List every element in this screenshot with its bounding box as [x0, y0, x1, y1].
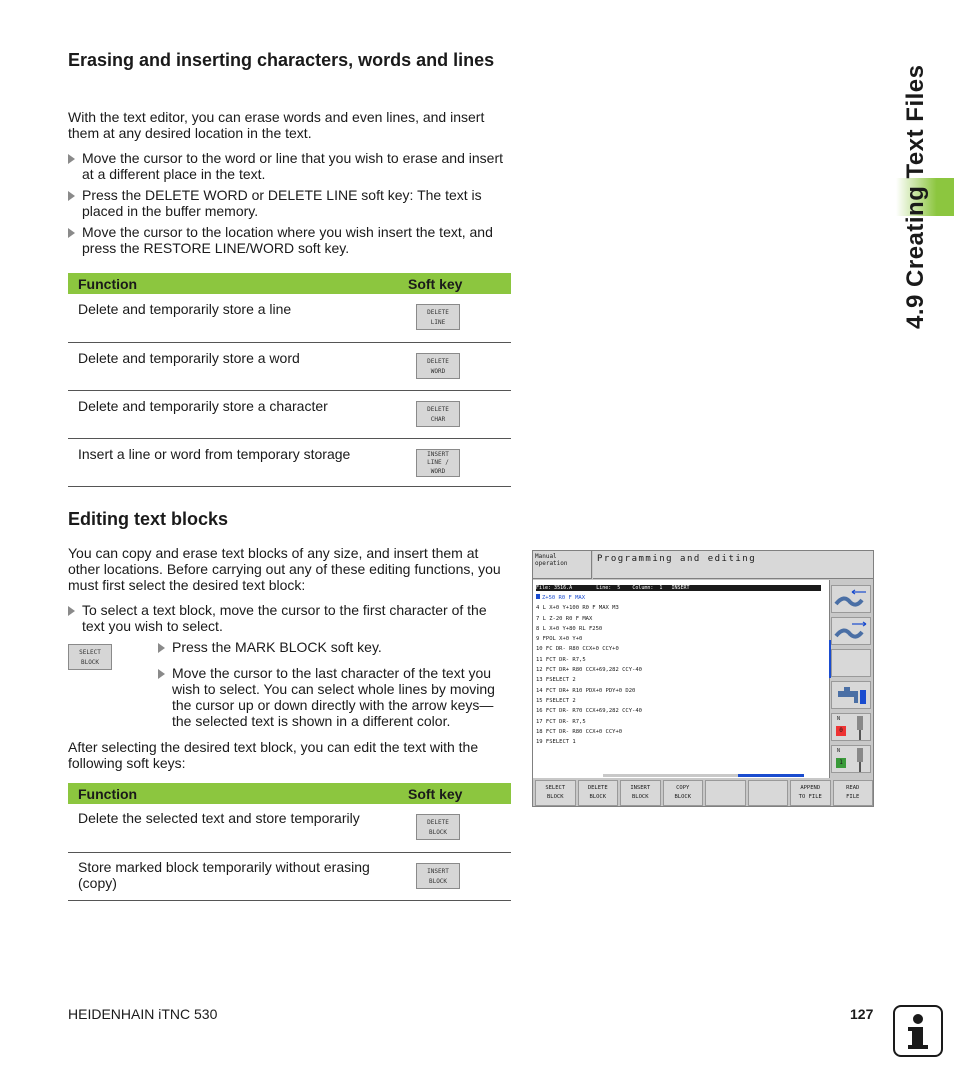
arrow-bullet-icon [158, 669, 165, 679]
program-line[interactable]: 19 FSELECT 1 [536, 739, 576, 746]
scroll-thumb[interactable] [738, 774, 804, 777]
col-softkey: Soft key [398, 783, 511, 804]
table-header-row [68, 783, 511, 804]
spindle-icon [852, 748, 868, 772]
empty-screen-softkey[interactable] [748, 780, 789, 806]
function-text: Insert a line or word from temporary storage [68, 438, 398, 486]
function-table-1 [68, 273, 511, 487]
substep-move-cursor: Move the cursor to the last character of the text you wish to select. You can select whole lines by moving the cursor up or down directly with the arrow keys—the selected text is shown in a different color. [158, 665, 510, 729]
vertical-softkeys [831, 583, 873, 775]
program-lines [533, 591, 829, 747]
info-i-glyph [895, 1007, 941, 1055]
insert-block-softkey[interactable]: INSERT BLOCK [416, 863, 460, 889]
stop-indicator: 0 [836, 726, 846, 736]
arrow-curve-right-icon [832, 618, 870, 644]
arrow-bullet-icon [68, 606, 75, 616]
delete-word-softkey[interactable]: DELETE WORD [416, 353, 460, 379]
function-text: Store marked block temporarily without erasing (copy) [68, 852, 398, 900]
program-line[interactable]: 8 L X+0 Y+80 RL F250 [536, 625, 603, 632]
program-line[interactable]: 13 FSELECT 2 [536, 677, 576, 684]
section2-after: After selecting the desired text block, you can edit the text with the following soft keys: [68, 739, 479, 771]
table-row [68, 804, 511, 852]
step-select-start: To select a text block, move the cursor to the first character of the text you wish to select. [68, 602, 510, 634]
status-bar: File: 3516.A Line: 5 Column: 1 INSERT [536, 585, 821, 591]
program-line[interactable]: Z+50 R0 F MAX [536, 593, 829, 603]
select-block-screen-softkey[interactable]: SELECT BLOCK [535, 780, 576, 806]
copy-block-screen-softkey[interactable]: COPY BLOCK [663, 780, 704, 806]
step-1: Move the cursor to the word or line that you wish to erase and insert at a different place in the text. [68, 150, 510, 182]
append-to-file-screen-softkey[interactable]: APPEND TO FILE [790, 780, 831, 806]
screen-title: Programming and editing [593, 551, 873, 579]
page-number: 127 [850, 1006, 874, 1022]
function-text: Delete and temporarily store a line [68, 294, 398, 342]
footer-product: HEIDENHAIN iTNC 530 [68, 1006, 218, 1022]
bottom-softkeys [535, 780, 873, 806]
mode-label: Manual operation [533, 551, 592, 579]
spindle-override-softkey[interactable]: N 0 [831, 713, 871, 741]
delete-block-softkey[interactable]: DELETE BLOCK [416, 814, 460, 840]
step-2: Press the DELETE WORD or DELETE LINE soft key: The text is placed in the buffer memory. [68, 187, 510, 219]
tnc-screen [532, 550, 874, 807]
empty-softkey[interactable] [831, 649, 871, 677]
table-row [68, 390, 511, 438]
program-line[interactable]: 12 FCT DR+ R80 CCX+69,282 CCY-40 [536, 667, 642, 674]
arrow-bullet-icon [68, 154, 75, 164]
col-function: Function [68, 783, 398, 804]
start-indicator: 1 [836, 758, 846, 768]
arrow-bullet-icon [68, 228, 75, 238]
table-row [68, 342, 511, 390]
coolant-softkey[interactable] [831, 681, 871, 709]
table-header-row [68, 273, 511, 294]
program-line[interactable]: 14 FCT DR+ R10 PDX+0 PDY+0 D20 [536, 687, 636, 694]
program-line[interactable]: 10 FC DR- R80 CCX+0 CCY+0 [536, 646, 619, 653]
program-line[interactable]: 4 L X+0 Y+100 R0 F MAX M3 [536, 605, 619, 612]
info-icon [893, 1005, 943, 1057]
arrow-bullet-icon [68, 191, 75, 201]
table-row [68, 294, 511, 342]
delete-line-softkey[interactable]: DELETE LINE [416, 304, 460, 330]
move-left-softkey[interactable] [831, 585, 871, 613]
table-row [68, 438, 511, 486]
arrow-curve-left-icon [832, 586, 870, 612]
chapter-title: 4.9 Creating Text Files [902, 64, 929, 329]
section2-intro: You can copy and erase text blocks of any size, and insert them at other locations. Before carrying out any of these editing functions, you must first select the desired text block: [68, 545, 501, 593]
delete-block-screen-softkey[interactable]: DELETE BLOCK [578, 780, 619, 806]
insert-block-screen-softkey[interactable]: INSERT BLOCK [620, 780, 661, 806]
program-line[interactable]: 15 FSELECT 2 [536, 697, 576, 704]
delete-char-softkey[interactable]: DELETE CHAR [416, 401, 460, 427]
chapter-side-tab [896, 40, 936, 330]
col-softkey: Soft key [398, 273, 511, 294]
function-table-2 [68, 783, 511, 901]
read-file-screen-softkey[interactable]: READ FILE [833, 780, 874, 806]
function-text: Delete the selected text and store temporarily [68, 804, 398, 852]
substep-mark-block: Press the MARK BLOCK soft key. [158, 639, 510, 655]
table-row [68, 852, 511, 900]
section1-intro: With the text editor, you can erase words and even lines, and insert them at any desired location in the text. [68, 109, 485, 141]
col-function: Function [68, 273, 398, 294]
spindle-on-softkey[interactable]: N 1 [831, 745, 871, 773]
program-editor [533, 580, 830, 778]
function-text: Delete and temporarily store a word [68, 342, 398, 390]
empty-screen-softkey[interactable] [705, 780, 746, 806]
program-line[interactable]: 16 FCT DR- R70 CCX+69,282 CCY-40 [536, 708, 642, 715]
arrow-bullet-icon [158, 643, 165, 653]
step-3: Move the cursor to the location where you wish insert the text, and press the RESTORE LINE/WORD soft key. [68, 224, 510, 256]
program-line[interactable]: 9 FPOL X+0 Y+0 [536, 636, 583, 643]
program-line[interactable]: 17 FCT DR- R7,5 [536, 718, 586, 725]
section-heading-erasing: Erasing and inserting characters, words and lines [68, 50, 495, 70]
faucet-icon [832, 682, 870, 708]
insert-line-word-softkey[interactable]: INSERT LINE / WORD [416, 449, 460, 477]
program-line[interactable]: 18 FCT DR- R80 CCX+0 CCY+0 [536, 728, 623, 735]
program-line[interactable]: 7 L Z-20 R0 F MAX [536, 615, 593, 622]
move-right-softkey[interactable] [831, 617, 871, 645]
function-text: Delete and temporarily store a character [68, 390, 398, 438]
section-heading-editing-blocks: Editing text blocks [68, 509, 229, 529]
program-line[interactable]: 11 FCT DR- R7,5 [536, 656, 586, 663]
spindle-icon [852, 716, 868, 740]
select-block-softkey[interactable]: SELECT BLOCK [68, 644, 112, 670]
